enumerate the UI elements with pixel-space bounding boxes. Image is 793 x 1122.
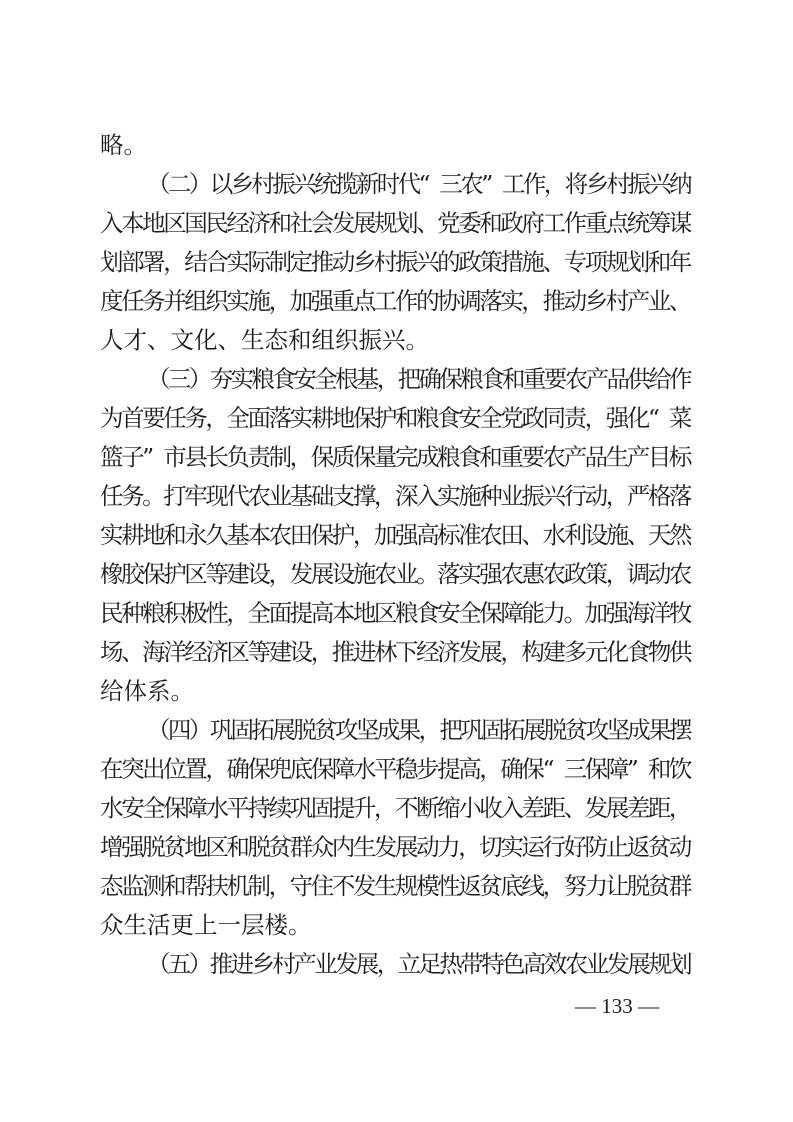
text-line: （ 四 ） 巩 固 拓 展 脱 贫 攻 坚 成 果 ， 把 巩 固 拓 展 脱 贫 攻 坚 成 果 摆	[147, 716, 693, 744]
text-line: 民 种 粮 积 极 性 ， 全 面 提 高 本 地 区 粮 食 安 全 保 障 能 力 。 加 强 海 洋 牧	[100, 599, 693, 627]
text-line: 度 任 务 并 组 织 实 施 ， 加 强 重 点 工 作 的 协 调 落 实 ， 推 动 乡 村 产 业 、	[100, 287, 693, 315]
text-line: 增 强 脱 贫 地 区 和 脱 贫 群 众 内 生 发 展 动 力 ， 切 实 运 行 好 防 止 返 贫 动	[100, 833, 693, 861]
text-line: 橡 胶 保 护 区 等 建 设 ， 发 展 设 施 农 业 。 落 实 强 农 惠 农 政 策 ， 调 动 农	[100, 560, 693, 588]
text-line: （ 二 ） 以 乡 村 振 兴 统 揽 新 时 代 “ 三 农 ” 工 作 ， 将 乡 村 振 兴 纳	[147, 170, 693, 198]
text-line: 水 安 全 保 障 水 平 持 续 巩 固 提 升 ， 不 断 缩 小 收 入 差 距 、 发 展 差 距 ，	[100, 794, 693, 822]
text-line: 给 体 系 。	[100, 677, 194, 705]
text-line: 在 突 出 位 置 ， 确 保 兜 底 保 障 水 平 稳 步 提 高 ， 确 保 “ 三 保 障 ” 和 饮	[100, 755, 693, 783]
text-line: 实 耕 地 和 永 久 基 本 农 田 保 护 ， 加 强 高 标 准 农 田 、 水 利 设 施 、 天 然	[100, 521, 693, 549]
text-line: 篮 子 ” 市 县 长 负 责 制 ， 保 质 保 量 完 成 粮 食 和 重 要 农 产 品 生 产 目 标	[100, 443, 693, 471]
text-line: 人 才 、 文 化 、 生 态 和 组 织 振 兴 。	[100, 326, 429, 354]
text-line: 划 部 署 ， 结 合 实 际 制 定 推 动 乡 村 振 兴 的 政 策 措 施 、 专 项 规 划 和 年	[100, 248, 693, 276]
text-line: （ 三 ） 夯 实 粮 食 安 全 根 基 ， 把 确 保 粮 食 和 重 要 农 产 品 供 给 作	[147, 365, 693, 393]
text-line: 态 监 测 和 帮 扶 机 制 ， 守 住 不 发 生 规 模 性 返 贫 底 线 ， 努 力 让 脱 贫 群	[100, 872, 693, 900]
text-line: 入 本 地 区 国 民 经 济 和 社 会 发 展 规 划 、 党 委 和 政 府 工 作 重 点 统 筹 谋	[100, 209, 693, 237]
text-line: 略 。	[100, 131, 147, 159]
text-line: 为 首 要 任 务 ， 全 面 落 实 耕 地 保 护 和 粮 食 安 全 党 政 同 责 ， 强 化 “ 菜	[100, 404, 693, 432]
text-line: 众 生 活 更 上 一 层 楼 。	[100, 911, 312, 939]
text-line: 任 务 。 打 牢 现 代 农 业 基 础 支 撑 ， 深 入 实 施 种 业 振 兴 行 动 ， 严 格 落	[100, 482, 693, 510]
text-line: 场 、 海 洋 经 济 区 等 建 设 ， 推 进 林 下 经 济 发 展 ， 构 建 多 元 化 食 物 供	[100, 638, 693, 666]
page-number: — 133 —	[575, 994, 659, 1018]
text-line: （ 五 ） 推 进 乡 村 产 业 发 展 ， 立 足 热 带 特 色 高 效 农 业 发 展 规 划	[147, 950, 693, 978]
